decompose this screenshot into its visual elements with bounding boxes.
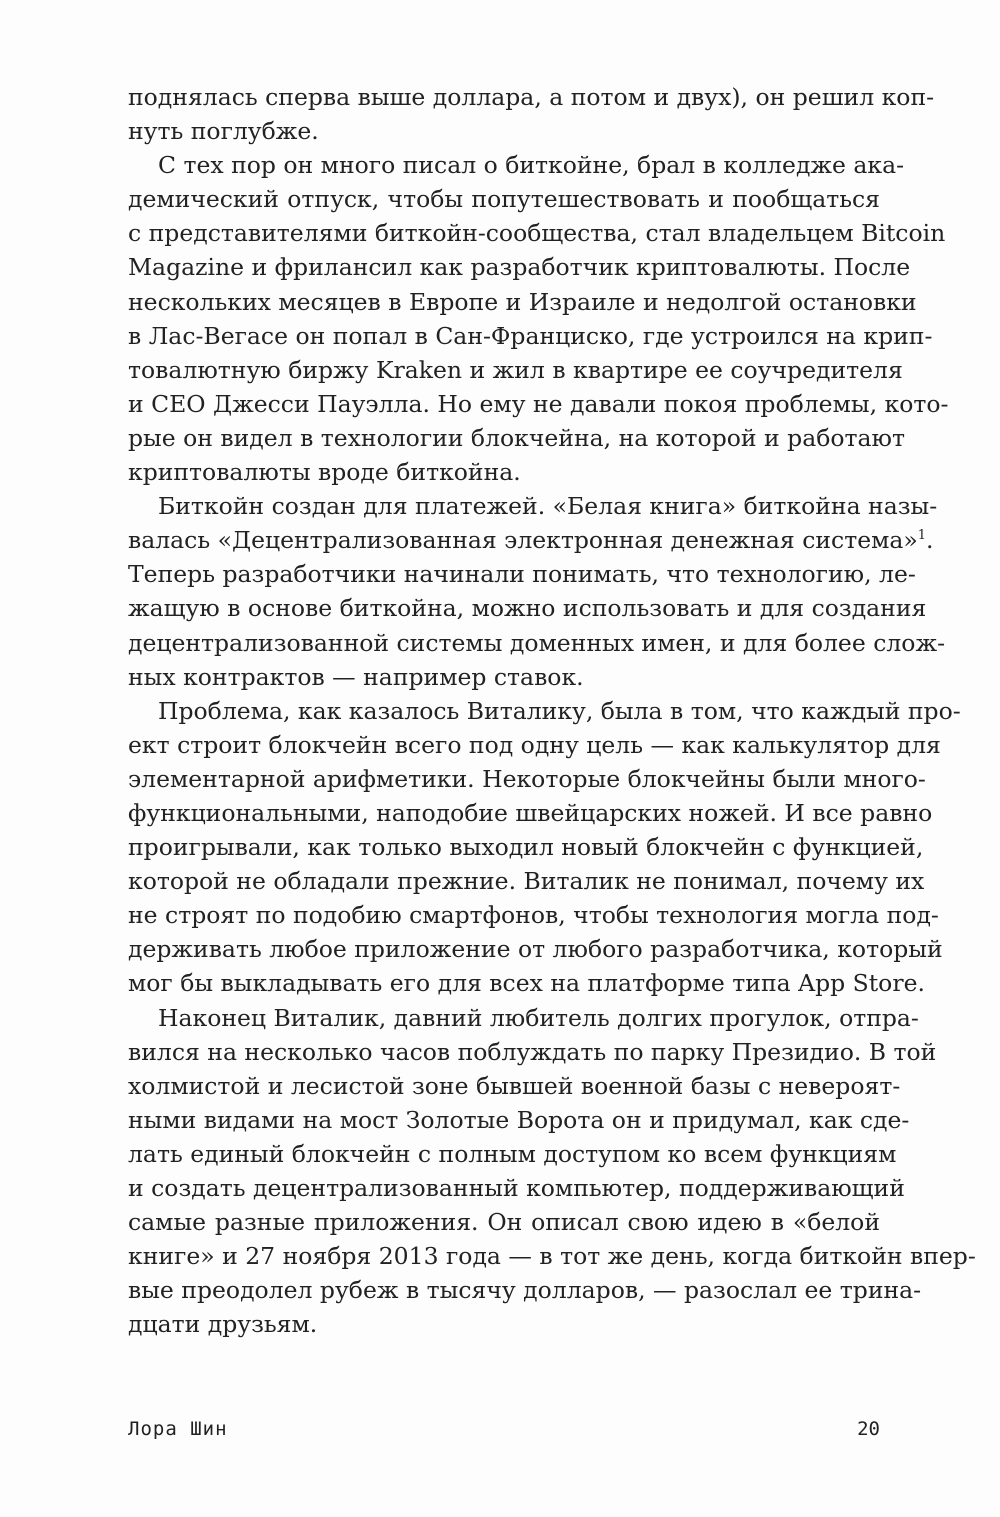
text-line: мог бы выкладывать его для всех на платформе типа App Store. (128, 969, 925, 998)
text-line: криптовалюты вроде биткойна. (128, 458, 521, 487)
text-line: держивать любое приложение от любого разработчика, который (128, 935, 943, 964)
text-line: ными видами на мост Золотые Ворота он и придумал, как сде- (128, 1105, 910, 1134)
text-line: ект строит блокчейн всего под одну цель — как калькулятор для (128, 730, 941, 759)
text-line: С тех пор он много писал о биткойне, брал в колледже ака- (158, 151, 905, 180)
text-line: холмистой и лесистой зоне бывшей военной базы с невероят- (128, 1071, 901, 1100)
text-line: рые он видел в технологии блокчейна, на которой и работают (128, 423, 905, 452)
running-author: Лора Шин (128, 1418, 228, 1440)
paragraph-2 (128, 148, 949, 489)
text-line: которой не обладали прежние. Виталик не понимал, почему их (128, 867, 925, 896)
footnote-reference[interactable]: 1 (917, 528, 927, 544)
page-number: 20 (857, 1418, 880, 1440)
text-line: Magazine и фрилансил как разработчик криптовалюты. После (128, 253, 911, 282)
paragraph-1 (128, 80, 935, 148)
text-line: самые разные приложения. Он описал свою идею в «белой (128, 1208, 880, 1237)
text-line: элементарной арифметики. Некоторые блокчейны были много- (128, 764, 926, 793)
text-line: Наконец Виталик, давний любитель долгих прогулок, отпра- (158, 1003, 919, 1032)
text-line: нескольких месяцев в Европе и Израиле и недолгой остановки (128, 287, 917, 316)
text-line: с представителями биткойн-сообщества, стал владельцем Bitcoin (128, 219, 946, 248)
text-line: Биткойн создан для платежей. «Белая книга» биткойна назы- (158, 492, 938, 521)
text-line: товалютную биржу Kraken и жил в квартире ее соучредителя (128, 355, 903, 384)
text-line: Теперь разработчики начинали понимать, что технологию, ле- (128, 560, 916, 589)
text-line: демический отпуск, чтобы попутешествовать и пообщаться (128, 185, 880, 214)
text-line: проигрывали, как только выходил новый блокчейн с функцией, (128, 833, 924, 862)
page-footer (128, 1418, 880, 1448)
text-line: и СЕО Джесси Пауэлла. Но ему не давали покоя проблемы, кото- (128, 389, 949, 418)
text-line: и создать децентрализованный компьютер, поддерживающий (128, 1174, 905, 1202)
text-line: децентрализованной системы доменных имен, и для более слож- (128, 628, 946, 657)
text-line-content: валась «Децентрализованная электронная денежная система» (128, 526, 918, 555)
text-line: Проблема, как казалось Виталику, была в том, что каждый про- (158, 696, 961, 725)
paragraph-4 (128, 694, 961, 1001)
text-line: книге» и 27 ноября 2013 года — в тот же день, когда биткойн впер- (128, 1242, 976, 1271)
paragraph-5 (128, 1001, 976, 1342)
text-line: вые преодолел рубеж в тысячу долларов, — разослал ее трина- (128, 1276, 922, 1305)
body-text (128, 80, 976, 1341)
text-line: поднялась сперва выше доллара, а потом и двух), он решил коп- (128, 83, 935, 111)
text-line: ных контрактов — например ставок. (128, 662, 584, 691)
text-line (128, 523, 934, 557)
text-line: нуть поглубже. (128, 117, 319, 146)
text-line: жащую в основе биткойна, можно использовать и для создания (128, 594, 927, 623)
paragraph-3 (128, 489, 946, 694)
text-line: вился на несколько часов поблуждать по парку Президио. В той (128, 1037, 937, 1066)
text-line: дцати друзьям. (128, 1310, 318, 1339)
text-line: в Лас-Вегасе он попал в Сан-Франциско, где устроился на крип- (128, 321, 933, 350)
text-line: не строят по подобию смартфонов, чтобы технология могла под- (128, 901, 939, 930)
text-line: функциональными, наподобие швейцарских ножей. И все равно (128, 798, 933, 827)
footnote-punctuation: . (926, 526, 934, 555)
text-line: лать единый блокчейн с полным доступом ко всем функциям (128, 1139, 897, 1168)
